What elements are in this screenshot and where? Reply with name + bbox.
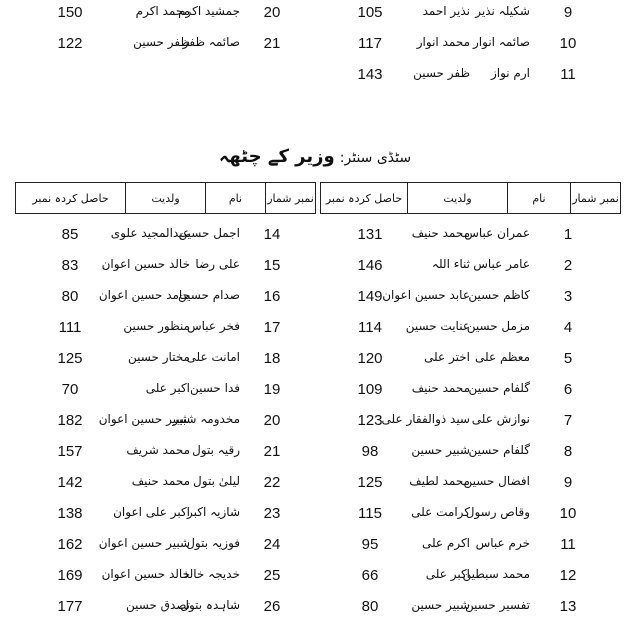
table-row [0, 412, 630, 438]
table-row [0, 567, 630, 593]
student-name: عامر عباس [473, 257, 530, 271]
serial-number: 4 [563, 319, 573, 336]
father-name: شبیر حسین اعوان [98, 412, 190, 426]
student-name: جمشید اکرم [178, 4, 240, 18]
father-name: حامد حسین اعوان [98, 288, 190, 302]
marks-obtained: 150 [57, 4, 83, 21]
student-name: تفسیر حسین [464, 598, 530, 612]
father-name: اکبر علی [145, 381, 190, 395]
marks-obtained: 109 [357, 381, 383, 398]
student-name: کاظم حسین [468, 288, 530, 302]
table-row [0, 536, 630, 562]
student-name: گلفام حسین [468, 443, 530, 457]
table-row [0, 474, 630, 500]
student-name: نوازش علی [471, 412, 530, 426]
marks-obtained: 114 [358, 319, 382, 336]
header-marks: حاصل کردہ نمبر [321, 183, 408, 214]
marks-obtained: 125 [57, 350, 83, 367]
marks-obtained: 120 [357, 350, 383, 367]
father-name: سید ذوالفقار علی [381, 412, 470, 426]
student-name: شکیلہ نذیر [475, 4, 530, 18]
student-name: صائمہ انوار [473, 35, 530, 49]
serial-number: 23 [263, 505, 281, 522]
serial-number: 19 [263, 381, 281, 398]
serial-number: 10 [559, 35, 577, 52]
table-row [0, 66, 630, 92]
father-name: محمد انوار [416, 35, 470, 49]
father-name: اکبر علی اعوان [113, 505, 190, 519]
serial-number: 2 [563, 257, 573, 274]
father-name: محمد حنیف [411, 381, 470, 395]
marks-obtained: 162 [57, 536, 83, 553]
marks-obtained: 138 [57, 505, 83, 522]
father-name: محمد حنیف [131, 474, 190, 488]
student-name: معظم علی [475, 350, 530, 364]
study-center-label: سٹڈی سنٹر: [339, 150, 412, 166]
father-name: ظفر حسین [133, 35, 190, 49]
header-serial: نمبر شمار [266, 183, 316, 214]
marks-obtained: 125 [357, 474, 383, 491]
serial-number: 15 [263, 257, 281, 274]
marks-obtained: 149 [357, 288, 383, 305]
marks-obtained: 95 [361, 536, 379, 553]
right-table-header [320, 182, 621, 214]
serial-number: 24 [263, 536, 281, 553]
table-row [0, 288, 630, 314]
student-name: فوزیہ بتول [186, 536, 240, 550]
father-name: عبدالمجید علوی [110, 226, 190, 240]
table-row [0, 350, 630, 376]
table-row [0, 505, 630, 531]
header-father-name: ولدیت [408, 183, 508, 214]
serial-number: 14 [263, 226, 281, 243]
student-name: رقیہ بتول [192, 443, 240, 457]
father-name: شبیر حسین [411, 443, 470, 457]
table-row [0, 257, 630, 283]
serial-number: 8 [563, 443, 573, 460]
marks-obtained: 115 [358, 505, 382, 522]
serial-number: 11 [560, 536, 576, 553]
father-name: خالد حسین اعوان [101, 257, 190, 271]
marks-obtained: 80 [61, 288, 79, 305]
student-name: گلفام حسین [468, 381, 530, 395]
father-name: شبیر حسین اعوان [98, 536, 190, 550]
serial-number: 21 [263, 443, 281, 460]
serial-number: 16 [263, 288, 281, 305]
header-serial: نمبر شمار [571, 183, 621, 214]
marks-obtained: 111 [58, 319, 82, 336]
father-name: محمد حنیف [411, 226, 470, 240]
father-name: خالد حسین اعوان [101, 567, 190, 581]
serial-number: 18 [263, 350, 281, 367]
serial-number: 6 [563, 381, 573, 398]
student-name: خرم عباس [475, 536, 530, 550]
student-name: مخدومہ شبیر [172, 412, 240, 426]
student-name: صدام حسین [178, 288, 240, 302]
father-name: کرامت علی [411, 505, 470, 519]
father-name: اکرم علی [421, 536, 470, 550]
marks-obtained: 169 [57, 567, 83, 584]
father-name: اکبر علی [425, 567, 470, 581]
table-row [0, 35, 630, 61]
table-row [0, 226, 630, 252]
marks-obtained: 70 [61, 381, 79, 398]
serial-number: 9 [563, 474, 573, 491]
study-center-heading [0, 146, 630, 167]
student-name: شاہدہ بتول [180, 598, 240, 612]
serial-number: 20 [263, 4, 281, 21]
father-name: شبیر حسین [411, 598, 470, 612]
student-name: وقاص رسول [465, 505, 530, 519]
student-name: صائمہ ظفر [182, 35, 240, 49]
father-name: منظور حسین [123, 319, 190, 333]
father-name: محمد لطیف [409, 474, 470, 488]
serial-number: 12 [559, 567, 577, 584]
serial-number: 20 [263, 412, 281, 429]
student-name: فدا حسین [189, 381, 240, 395]
student-name: لیلیٰ بتول [193, 474, 240, 488]
father-name: نذیر احمد [422, 4, 470, 18]
marks-obtained: 143 [357, 66, 383, 83]
student-name: خدیجہ خالد [183, 567, 240, 581]
student-name: فخر عباس [186, 319, 240, 333]
study-center-name: وزیر کے چٹھہ [218, 146, 335, 167]
father-name: ثناء اللہ [431, 257, 470, 271]
table-row [0, 598, 630, 624]
marks-obtained: 123 [357, 412, 383, 429]
serial-number: 7 [563, 412, 573, 429]
left-table-header [15, 182, 316, 214]
table-row [0, 319, 630, 345]
marks-obtained: 105 [357, 4, 383, 21]
marks-obtained: 131 [357, 226, 383, 243]
student-name: افضال حسین [463, 474, 530, 488]
serial-number: 25 [263, 567, 281, 584]
header-name: نام [206, 183, 266, 214]
table-row [0, 4, 630, 30]
student-name: عمران عباس [464, 226, 530, 240]
marks-obtained: 117 [358, 35, 382, 52]
father-name: محمد اکرم [135, 4, 190, 18]
student-name: علی رضا [195, 257, 240, 271]
serial-number: 13 [559, 598, 577, 615]
marks-obtained: 85 [61, 226, 79, 243]
father-name: عابد حسین اعوان [382, 288, 470, 302]
student-name: اجمل حسین [178, 226, 240, 240]
header-name: نام [508, 183, 571, 214]
serial-number: 9 [563, 4, 573, 21]
student-name: شازیہ اکبر [187, 505, 240, 519]
header-father-name: ولدیت [126, 183, 206, 214]
marks-obtained: 80 [361, 598, 379, 615]
student-name: امانت علی [186, 350, 240, 364]
father-name: اختر علی [424, 350, 470, 364]
serial-number: 17 [263, 319, 281, 336]
father-name: محمد شریف [126, 443, 190, 457]
student-name: محمد سبطین [462, 567, 530, 581]
marks-obtained: 83 [61, 257, 79, 274]
father-name: عنایت حسین [405, 319, 470, 333]
father-name: مختار حسین [128, 350, 190, 364]
serial-number: 22 [263, 474, 281, 491]
serial-number: 5 [563, 350, 573, 367]
marks-obtained: 182 [57, 412, 83, 429]
marks-obtained: 157 [57, 443, 83, 460]
marks-obtained: 66 [361, 567, 379, 584]
serial-number: 26 [263, 598, 281, 615]
marks-obtained: 177 [57, 598, 83, 615]
serial-number: 1 [563, 226, 573, 243]
father-name: تصدق حسین [125, 598, 190, 612]
serial-number: 3 [563, 288, 573, 305]
marks-obtained: 98 [361, 443, 379, 460]
father-name: ظفر حسین [413, 66, 470, 80]
serial-number: 21 [263, 35, 281, 52]
student-name: مزمل حسین [466, 319, 530, 333]
marks-obtained: 122 [57, 35, 83, 52]
serial-number: 10 [559, 505, 577, 522]
marks-obtained: 146 [357, 257, 383, 274]
marks-obtained: 142 [57, 474, 83, 491]
student-name: ارم نواز [490, 66, 530, 80]
serial-number: 11 [560, 66, 576, 83]
table-row [0, 381, 630, 407]
header-marks: حاصل کردہ نمبر [16, 183, 126, 214]
table-row [0, 443, 630, 469]
